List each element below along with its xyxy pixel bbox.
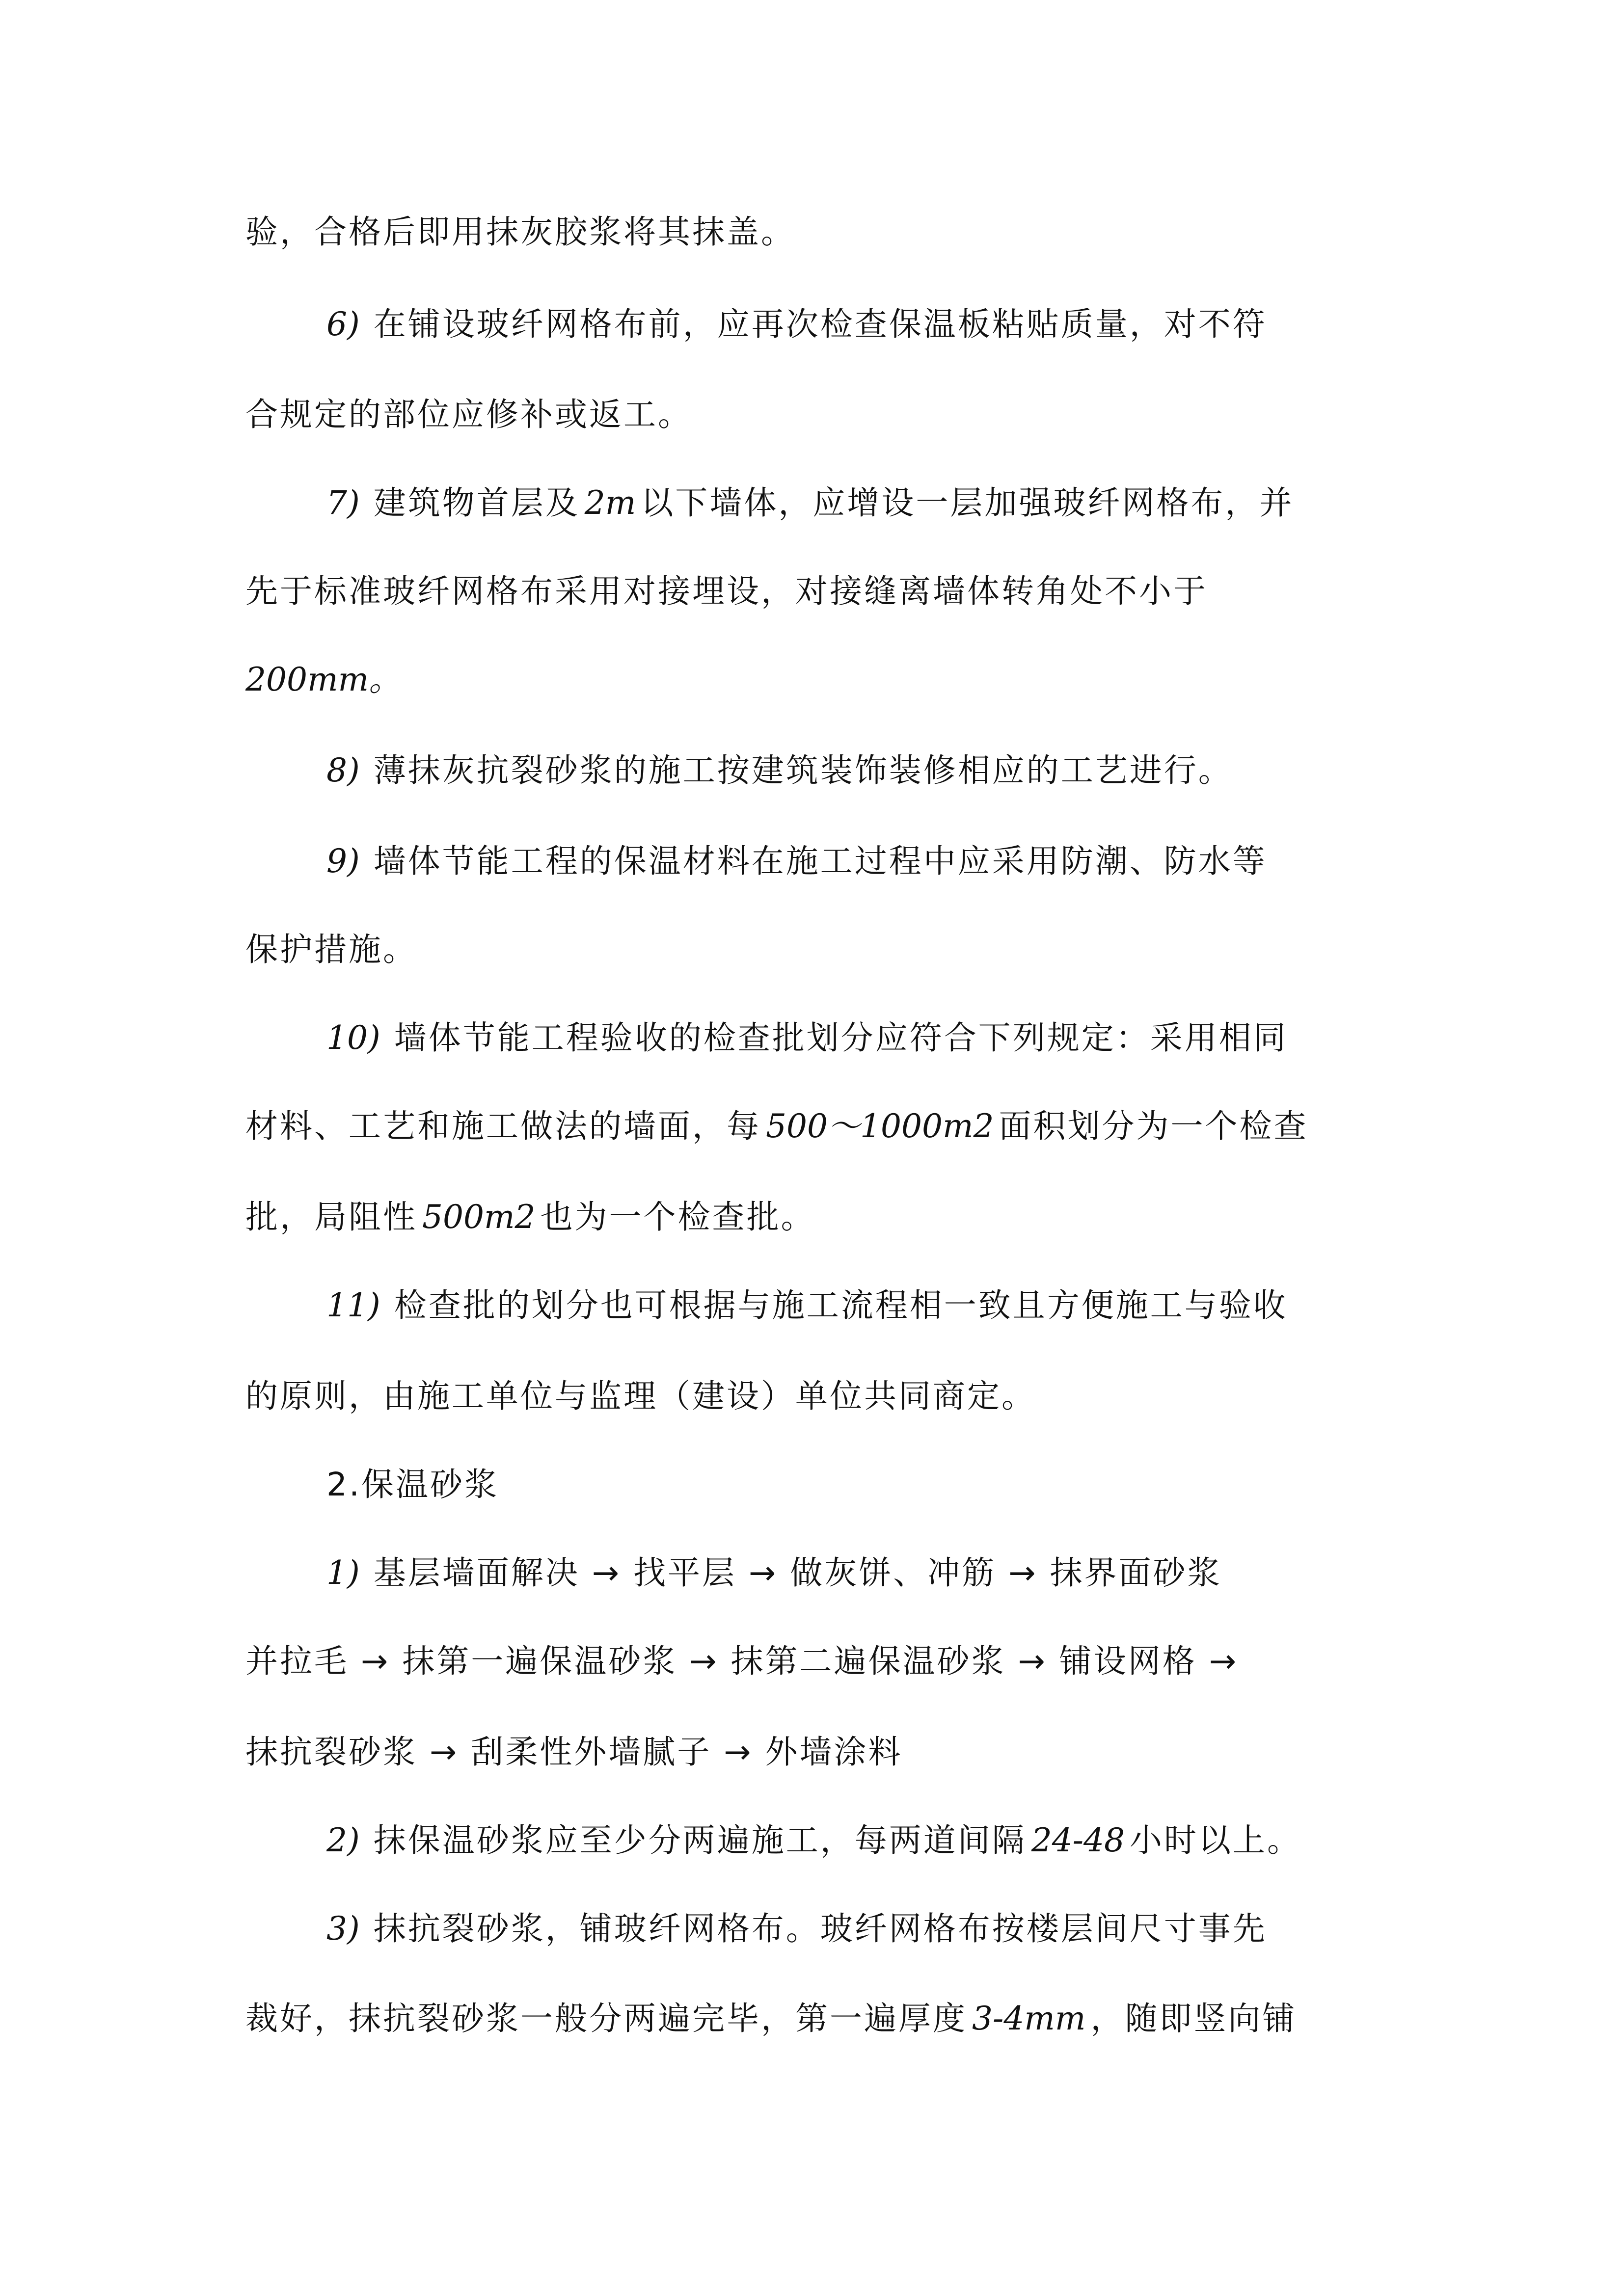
list-item: 7) 建筑物首层及 2m 以下墙体，应增设一层加强玻纤网格布，并: [326, 484, 1294, 522]
text-line: 验，合格后即用抹灰胶浆将其抹盖。: [245, 213, 795, 251]
item-number: 6): [326, 305, 360, 343]
list-item: 1) 基层墙面解决 → 找平层 → 做灰饼、冲筋 → 抹界面砂浆: [326, 1554, 1222, 1592]
section-heading: 2.保温砂浆: [326, 1466, 499, 1503]
text-line: 批，局阻性 500m2 也为一个检查批。: [245, 1198, 815, 1236]
list-item: 2) 抹保温砂浆应至少分两遍施工，每两道间隔 24-48 小时以上。: [326, 1821, 1302, 1859]
item-number: 11): [326, 1286, 380, 1324]
text-line: 合规定的部位应修补或返工。: [245, 396, 692, 433]
text-line: 抹抗裂砂浆 → 刮柔性外墙腻子 → 外墙涂料: [245, 1733, 903, 1771]
list-item: 3) 抹抗裂砂浆，铺玻纤网格布。玻纤网格布按楼层间尺寸事先: [326, 1910, 1267, 1948]
list-item: 8) 薄抹灰抗裂砂浆的施工按建筑装饰装修相应的工艺进行。: [326, 751, 1233, 789]
text-line: 200mm。: [245, 661, 402, 698]
item-number: 2): [326, 1821, 360, 1859]
list-item: 11) 检查批的划分也可根据与施工流程相一致且方便施工与验收: [326, 1286, 1288, 1324]
text-line: 的原则，由施工单位与监理（建设）单位共同商定。: [245, 1377, 1036, 1415]
list-item: 9) 墙体节能工程的保温材料在施工过程中应采用防潮、防水等: [326, 842, 1267, 880]
item-number: 8): [326, 751, 360, 789]
text-line: 先于标准玻纤网格布采用对接埋设，对接缝离墙体转角处不小于: [245, 572, 1208, 610]
item-number: 10): [326, 1019, 380, 1057]
text-line: 裁好，抹抗裂砂浆一般分两遍完毕，第一遍厚度 3-4mm ，随即竖向铺: [245, 2000, 1297, 2037]
text-line: 保护措施。: [245, 931, 417, 968]
item-number: 7): [326, 484, 360, 522]
list-item: 10) 墙体节能工程验收的检查批划分应符合下列规定：采用相同: [326, 1019, 1288, 1057]
text-line: 材料、工艺和施工做法的墙面，每 500～1000m2 面积划分为一个检查: [245, 1107, 1308, 1145]
list-item: 6) 在铺设玻纤网格布前，应再次检查保温板粘贴质量，对不符: [326, 305, 1267, 343]
item-number: 9): [326, 842, 360, 880]
text-line: 并拉毛 → 抹第一遍保温砂浆 → 抹第二遍保温砂浆 → 铺设网格 →: [245, 1642, 1239, 1680]
item-number: 1): [326, 1554, 360, 1592]
item-number: 3): [326, 1910, 360, 1948]
